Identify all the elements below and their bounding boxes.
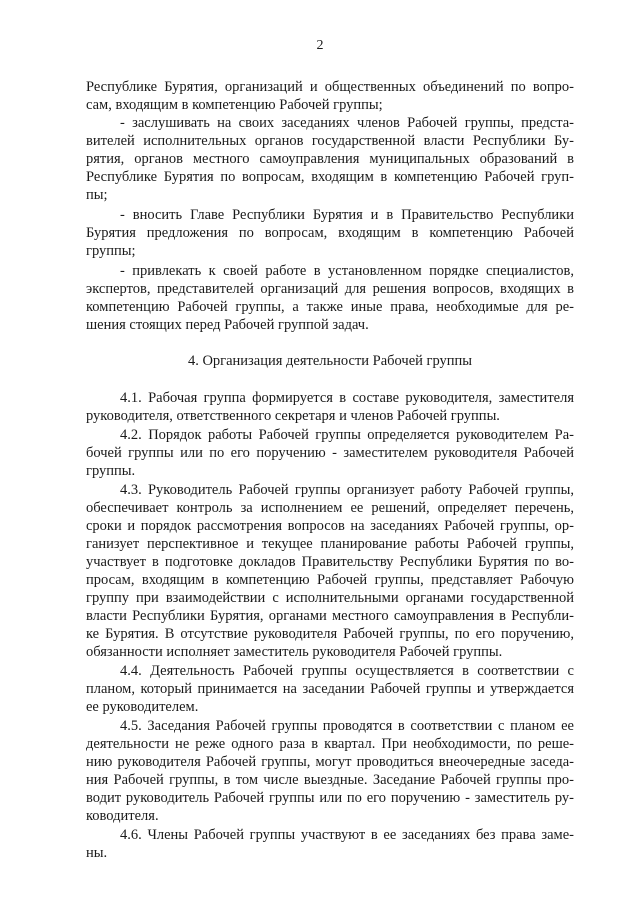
text-line: 4.5. Заседания Рабочей группы проводятся в соответствии с планом ее <box>120 718 574 734</box>
text-line: нию руководителя Рабочей группы, могут проводиться внеочередные заседа- <box>86 754 574 770</box>
text-line: - заслушивать на своих заседаниях членов Рабочей группы, предста- <box>120 115 574 131</box>
text-line: Бурятия предложения по вопросам, входящим в компетенцию Рабочей <box>86 225 574 241</box>
text-line: ны. <box>86 845 108 861</box>
text-line: бочей группы или по его поручению - заместителем руководителя Рабочей <box>86 445 574 461</box>
text-line: ния Рабочей группы, в том числе выездные. Заседание Рабочей группы про- <box>86 772 574 788</box>
text-line: просам, входящим в компетенцию Рабочей группы, представляет Рабочую <box>86 572 574 588</box>
text-line: власти Республики Бурятия, органами местного самоуправления в Республи- <box>86 608 574 624</box>
text-line: руководителя, ответственного секретаря и членов Рабочей группы. <box>86 408 500 424</box>
text-line: - привлекать к своей работе в установленном порядке специалистов, <box>120 263 574 279</box>
text-line: сам, входящим в компетенцию Рабочей группы; <box>86 97 383 113</box>
text-line: водит руководитель Рабочей группы или по его поручению - заместитель ру- <box>86 790 574 806</box>
text-line: участвует в подготовке докладов Правительству Республики Бурятия по во- <box>86 554 574 570</box>
text-line: ганизует перспективное и текущее планирование работы Рабочей группы, <box>86 536 574 552</box>
text-line: вителей исполнительных органов государственной власти Республики Бу- <box>86 133 574 149</box>
text-line: группы. <box>86 463 136 479</box>
text-line: шения стоящих перед Рабочей группой задач. <box>86 317 369 333</box>
text-line: 4.4. Деятельность Рабочей группы осуществляется в соответствии с <box>120 663 574 679</box>
text-line: ководителя. <box>86 808 159 824</box>
text-line: группу при взаимодействии с исполнительными органами государственной <box>86 590 574 606</box>
text-line: 4.3. Руководитель Рабочей группы организует работу Рабочей группы, <box>120 482 574 498</box>
text-line: обязанности исполняет заместитель руководителя Рабочей группы. <box>86 644 503 660</box>
text-line: 4.6. Члены Рабочей группы участвуют в ее заседаниях без права заме- <box>120 827 574 843</box>
text-line: компетенцию Рабочей группы, а также иные права, необходимые для ре- <box>86 299 574 315</box>
text-line: ее руководителем. <box>86 699 199 715</box>
text-line: Республике Бурятия по вопросам, входящим в компетенцию Рабочей груп- <box>86 169 574 185</box>
text-line: Республике Бурятия, организаций и общественных объединений по вопро- <box>86 79 574 95</box>
text-line: 4.1. Рабочая группа формируется в составе руководителя, заместителя <box>120 390 574 406</box>
text-line: экспертов, представителей организаций для решения вопросов, входящих в <box>86 281 574 297</box>
section-heading: 4. Организация деятельности Рабочей группы <box>187 353 473 369</box>
text-line: группы; <box>86 243 136 259</box>
text-line: - вносить Главе Республики Бурятия и в Правительство Республики <box>120 207 574 223</box>
page-number: 2 <box>316 38 324 53</box>
text-line: 4.2. Порядок работы Рабочей группы определяется руководителем Ра- <box>120 427 574 443</box>
text-line: пы; <box>86 187 108 203</box>
text-line: сроки и порядок рассмотрения вопросов на заседаниях Рабочей группы, ор- <box>86 518 574 534</box>
text-line: ке Бурятия. В отсутствие руководителя Рабочей группы, по его поручению, <box>86 626 574 642</box>
text-line: обеспечивает контроль за исполнением ее решений, определяет перечень, <box>86 500 574 516</box>
text-line: планом, который принимается на заседании Рабочей группы и утверждается <box>86 681 574 697</box>
text-line: рятия, органов местного самоуправления муниципальных образований в <box>86 151 574 167</box>
text-line: деятельности не реже одного раза в квартал. При необходимости, по реше- <box>86 736 574 752</box>
